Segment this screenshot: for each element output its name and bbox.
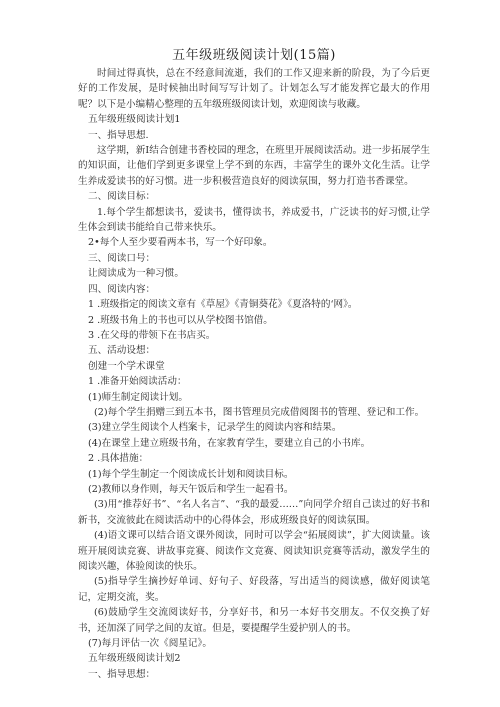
section5-part1-item-3: (3)建立学生阅读个人档案卡，记录学生的阅读内容和结果。 xyxy=(88,422,342,434)
section1-heading: 一、指导思想. xyxy=(88,129,149,141)
section4-item-2: 2 .班级书角上的书也可以从学校图书馆借。 xyxy=(88,314,273,326)
section1-body: 这学期，新I结合创建书香校园的理念，在班里开展阅读活动。进一步拓展学生的知识面，让他们学到更多课堂上学不到的东西，丰富学生的课外文化生活。让学生养成爱读书的好习惯。进一步积极营造良好的阅读氛围，努力打造书香课堂。 xyxy=(78,145,430,187)
intro-paragraph: 时间过得真快，总在不经意间流逝，我们的工作又迎来新的阶段，为了今后更好的工作发展，是时候抽出时间写写计划了。计划怎么写才能发挥它最大的作用呢？以下是小编精心整理的五年级班级阅读计划，欢迎阅读与收藏。 xyxy=(78,68,430,110)
section5-part2-item-6: (6)鼓励学生交流阅读好书，分享好书，和另一本好书交朋友。不仅交换了好书，还加深了同学之间的友谊。但是，要提醒学生爱护别人的书。 xyxy=(78,607,430,634)
section2-item-1: 1.每个学生都想读书，爱读书，懂得读书，养成爱书，广泛读书的好习惯,让学生体会到读书能给自己带来快乐。 xyxy=(78,206,430,234)
section5-subtitle: 创建一个学术课堂 xyxy=(88,360,165,372)
section5-part1-item-4: (4)在课堂上建立班级书角，在家教育学生，要建立自己的小书库。 xyxy=(88,437,371,449)
section2-heading: 二、阅读目标： xyxy=(88,191,156,203)
section2-item-2: 2•每个人至少要看两本书，写一个好印象。 xyxy=(88,237,273,249)
section5-part2-item-7: (7)每月评估一次《阅星记》。 xyxy=(88,638,212,650)
section5-part1-item-2: (2)每个学生捐赠三到五本书，图书管理员完成借阅图书的管理、登记和工作。 xyxy=(94,406,425,418)
plan2-title: 五年级班级阅读计划2 xyxy=(88,653,181,665)
section3-heading: 三、阅读口号： xyxy=(88,252,156,264)
section5-part1-heading: 1 .准备开始阅读活动： xyxy=(88,376,187,388)
section3-body: 让阅读成为一种习惯。 xyxy=(88,268,184,280)
section5-part2-item-5: (5)指导学生摘抄好单词、好句子、好段落，写出适当的阅读感，做好阅读笔记，定期交流，奖。 xyxy=(78,576,430,603)
section5-part2-item-1: (1)每个学生制定一个阅读成长计划和阅读目标。 xyxy=(88,468,294,480)
section5-part2-item-4: (4)语文课可以结合语文课外阅读，同时可以学会“拓展阅读”，扩大阅读量。该班开展阅读竞赛、讲故事竞赛、阅读作文竞赛、阅读知识竞赛等活动，激发学生的阅读兴趣，体验阅读的快乐。 xyxy=(78,530,430,572)
section5-part2-heading: 2 .具体措施： xyxy=(88,453,149,465)
document-title: 五年级班级阅读计划(15篇) xyxy=(172,48,336,63)
section5-part1-item-1: (1)师生制定阅读计划。 xyxy=(88,391,188,403)
section5-heading: 五、活动设想： xyxy=(88,345,156,357)
section4-item-3: 3 .在父母的带领下在书店买。 xyxy=(88,329,216,341)
section4-heading: 四、阅读内容： xyxy=(88,283,156,295)
plan2-section1-heading: 一、指导思想： xyxy=(88,668,156,680)
section5-part2-item-2: (2)教师以身作则，每天午饭后和学生一起看书。 xyxy=(88,483,294,495)
plan1-title: 五年级班级阅读计划1 xyxy=(88,114,181,126)
section5-part2-item-3: (3)用“推荐好书”、“名人名言”、“我的最爱……”向同学介绍自己读过的好书和新书，交流彼此在阅读活动中的心得体会，形成班级良好的阅读氛围。 xyxy=(78,499,430,526)
section4-item-1: 1 .班级指定的阅读文章有《草屋》《青铜葵花》《夏洛特的‘网》。 xyxy=(88,299,358,311)
